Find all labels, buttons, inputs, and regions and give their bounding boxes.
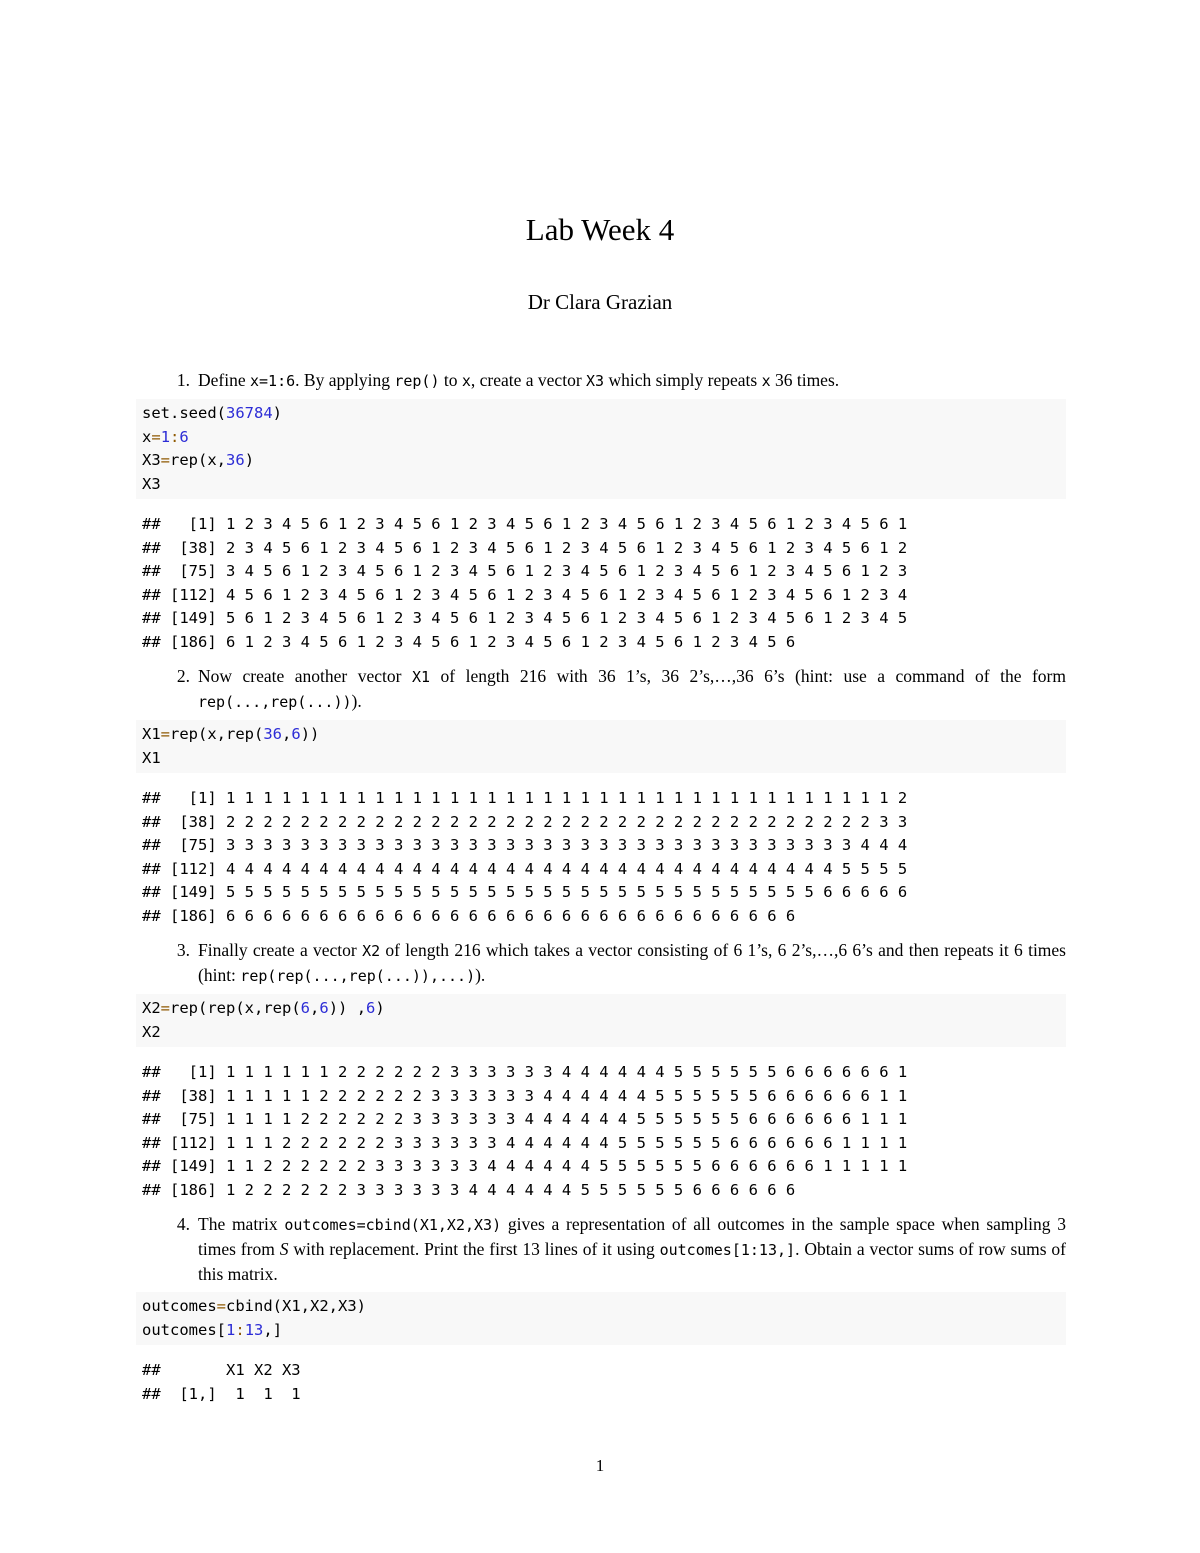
question-text [198,1212,1066,1286]
output-line: ## [75] 1 1 1 1 2 2 2 2 2 2 3 3 3 3 3 3 4 4 4 4 4 4 5 5 5 5 5 5 6 6 6 6 6 6 1 1 1 [142,1110,908,1128]
code-line [142,747,1060,771]
document-author: Dr Clara Grazian [527,290,673,314]
output-line: ## [186] 6 1 2 3 4 5 6 1 2 3 4 5 6 1 2 3 4 5 6 1 2 3 4 5 6 1 2 3 4 5 6 [142,632,796,651]
inline-code: X3 [586,372,605,390]
code-block [136,399,1066,499]
code-operator: = [160,725,171,743]
code-token: X1 [142,725,161,743]
code-number: 6 [366,999,376,1017]
question-text [198,938,1066,988]
code-token: , [310,999,320,1017]
inline-code: outcomes[1:13,] [659,1241,796,1259]
output-line: ## [38] 2 3 4 5 6 1 2 3 4 5 6 1 2 3 4 5 6 1 2 3 4 5 6 1 2 3 4 5 6 1 2 3 4 5 6 1 2 [142,538,908,557]
code-token: )) [300,725,320,743]
text-run: . Obtain a vector sums of row sums of this matrix. [198,1239,1066,1284]
output-line: ## [1] 1 1 1 1 1 1 2 2 2 2 2 2 3 3 3 3 3 3 4 4 4 4 4 4 5 5 5 5 5 5 6 6 6 6 6 6 1 [142,1063,908,1081]
code-token: X2 [142,1022,161,1041]
inline-code: rep(...,rep(...)) [198,693,352,711]
code-number: 6 [300,999,311,1017]
code-output [136,785,1066,930]
text-run: Now create another vector [198,666,412,686]
output-line: ## [186] 6 6 6 6 6 6 6 6 6 6 6 6 6 6 6 6 6 6 6 6 6 6 6 6 6 6 6 6 6 6 6 [142,906,796,925]
text-run: gives a representation of all outcomes in the sample space when sampling 3 times from [198,1214,1066,1259]
question-number: 4. [176,1214,190,1234]
code-block [136,1292,1066,1345]
code-token: x [142,427,152,446]
code-operator: : [170,427,180,446]
code-line [142,449,1060,473]
code-number: 36 [226,451,245,469]
code-number: 36784 [226,404,273,422]
code-number: 36 [263,725,283,743]
code-token: outcomes [142,1297,217,1315]
code-line [142,1319,1060,1343]
output-line: ## X1 X2 X3 [142,1361,301,1379]
output-line: ## [149] 1 1 2 2 2 2 2 2 3 3 3 3 3 3 4 4 4 4 4 4 5 5 5 5 5 5 6 6 6 6 6 6 1 1 1 1 1 [142,1157,908,1175]
code-operator: : [235,1320,245,1339]
text-run: of length 216 which takes a vector consisting of 6 1’s, 6 2’s,…,6 6’s and then repeats it 6 times (hint: [198,940,1066,985]
code-token: rep(x,rep( [170,725,264,743]
code-token: X3 [142,451,161,469]
inline-code: x=1:6 [250,372,296,390]
code-line [142,1021,1060,1045]
output-line: ## [112] 1 1 1 2 2 2 2 2 2 3 3 3 3 3 3 4 4 4 4 4 4 5 5 5 5 5 5 6 6 6 6 6 6 1 1 1 1 [142,1133,908,1152]
code-token: outcomes[ [142,1320,226,1339]
code-token: ) [272,404,283,422]
code-number: 13 [244,1320,264,1339]
code-operator: = [160,999,171,1017]
inline-code: X2 [362,942,381,960]
code-token: set.seed( [142,404,226,422]
text-run: with replacement. Print the first 13 lines of it using [288,1239,660,1259]
code-line [142,723,1060,747]
math-symbol: S [279,1239,289,1259]
output-line: ## [1] 1 2 3 4 5 6 1 2 3 4 5 6 1 2 3 4 5 6 1 2 3 4 5 6 1 2 3 4 5 6 1 2 3 4 5 6 1 [142,515,908,533]
code-token: , [282,725,292,743]
inline-code: x [761,372,771,390]
question-item [136,1212,1066,1286]
text-run: to [439,370,462,390]
code-line [142,1295,1060,1319]
output-line: ## [112] 4 4 4 4 4 4 4 4 4 4 4 4 4 4 4 4 4 4 4 4 4 4 4 4 4 4 4 4 4 4 4 4 4 5 5 5 5 [142,859,908,878]
output-line: ## [38] 2 2 2 2 2 2 2 2 2 2 2 2 2 2 2 2 2 2 2 2 2 2 2 2 2 2 2 2 2 2 2 2 2 2 2 3 3 [142,812,908,831]
code-operator: = [160,451,171,469]
output-line: ## [38] 1 1 1 1 1 2 2 2 2 2 2 3 3 3 3 3 3 4 4 4 4 4 4 5 5 5 5 5 5 6 6 6 6 6 6 1 1 [142,1086,908,1105]
code-token: rep(x, [170,451,227,469]
code-line [142,402,1060,426]
question-item [136,664,1066,714]
output-line: ## [1] 1 1 1 1 1 1 1 1 1 1 1 1 1 1 1 1 1 1 1 1 1 1 1 1 1 1 1 1 1 1 1 1 1 1 1 1 2 [142,789,908,807]
output-line: ## [186] 1 2 2 2 2 2 2 3 3 3 3 3 3 4 4 4 4 4 4 5 5 5 5 5 5 6 6 6 6 6 6 [142,1180,796,1199]
inline-code: rep() [394,372,440,390]
text-run: ). [475,965,486,985]
code-token: )) , [328,999,367,1017]
document-body [136,364,1066,1416]
code-line [142,473,1060,497]
code-block [136,994,1066,1047]
text-run: . By applying [295,370,395,390]
code-operator: = [216,1297,226,1315]
output-line: ## [149] 5 5 5 5 5 5 5 5 5 5 5 5 5 5 5 5 5 5 5 5 5 5 5 5 5 5 5 5 5 5 5 5 6 6 6 6 6 [142,883,908,901]
code-number: 6 [179,427,189,446]
code-number: 1 [160,427,171,446]
code-token: cbind(X1,X2,X3) [226,1297,366,1315]
code-operator: = [151,427,161,446]
question-text [198,368,1066,393]
code-block [136,720,1066,773]
code-token: X1 [142,748,161,767]
text-run: The matrix [198,1214,285,1234]
code-number: 1 [226,1320,236,1339]
code-token: ) [244,451,255,469]
code-line [142,997,1060,1021]
output-line: ## [1,] 1 1 1 [142,1384,301,1403]
question-text [198,664,1066,714]
question-number: 3. [176,940,190,960]
text-run: ). [351,691,362,711]
output-line: ## [75] 3 4 5 6 1 2 3 4 5 6 1 2 3 4 5 6 1 2 3 4 5 6 1 2 3 4 5 6 1 2 3 4 5 6 1 2 3 [142,562,908,580]
question-item [136,368,1066,393]
question-number: 1. [176,370,190,390]
text-run: of length 216 with 36 1’s, 36 2’s,…,36 6’s (hint: use a command of the form [430,666,1066,686]
text-run: 36 times. [770,370,840,390]
inline-code: rep(rep(...,rep(...)),...) [240,967,476,985]
code-output [136,511,1066,656]
inline-code: X1 [411,668,431,686]
code-output [136,1357,1066,1408]
code-token: rep(rep(x,rep( [170,999,301,1017]
inline-code: x [461,372,471,390]
page-number: 1 [595,1456,605,1475]
question-number: 2. [176,666,190,686]
text-run: Define [198,370,250,390]
code-number: 6 [291,725,301,743]
inline-code: outcomes=cbind(X1,X2,X3) [284,1216,502,1234]
text-run: which simply repeats [604,370,762,390]
output-line: ## [75] 3 3 3 3 3 3 3 3 3 3 3 3 3 3 3 3 3 3 3 3 3 3 3 3 3 3 3 3 3 3 3 3 3 3 4 4 4 [142,836,908,854]
output-line: ## [149] 5 6 1 2 3 4 5 6 1 2 3 4 5 6 1 2 3 4 5 6 1 2 3 4 5 6 1 2 3 4 5 6 1 2 3 4 5 [142,609,908,627]
code-token: ) [375,999,385,1017]
text-run: Finally create a vector [198,940,363,960]
code-token: X2 [142,999,161,1017]
code-token: ,] [263,1320,283,1339]
code-output [136,1059,1066,1204]
code-line [142,426,1060,450]
output-line: ## [112] 4 5 6 1 2 3 4 5 6 1 2 3 4 5 6 1 2 3 4 5 6 1 2 3 4 5 6 1 2 3 4 5 6 1 2 3 4 [142,585,908,604]
text-run: , create a vector [470,370,587,390]
code-token: X3 [142,474,161,493]
question-item [136,938,1066,988]
document-title: Lab Week 4 [525,212,675,247]
code-number: 6 [319,999,329,1017]
